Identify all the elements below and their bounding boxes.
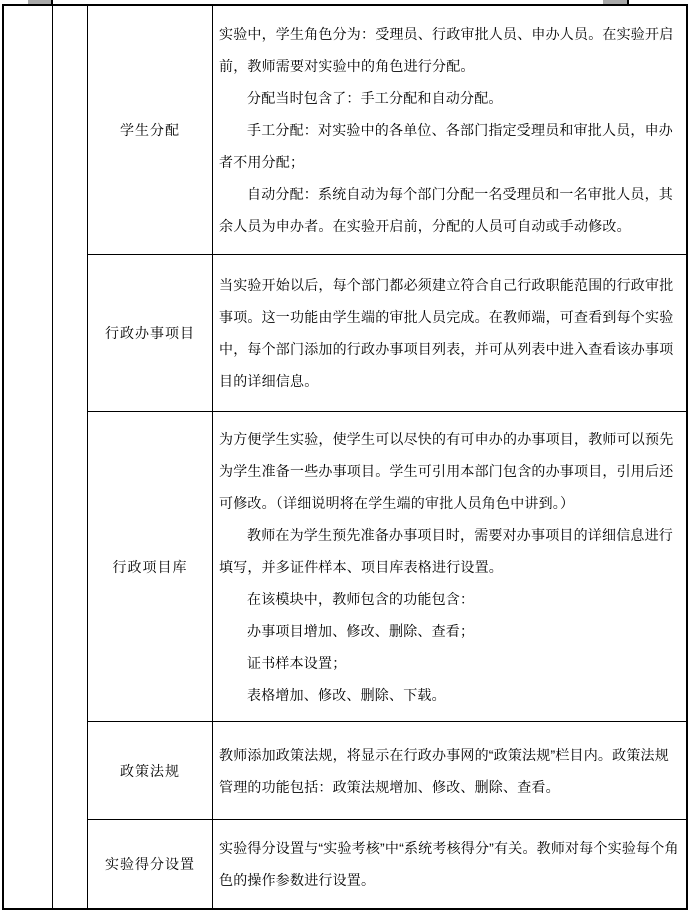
document-table xyxy=(2,4,688,910)
row-text-admin-affairs-project xyxy=(212,254,686,411)
row-label-text: 学生分配 xyxy=(120,122,180,138)
paragraph: 表格增加、修改、删除、下载。 xyxy=(247,686,446,703)
paragraph: 手工分配：对实验中的各单位、各部门指定受理员和审批人员，申办者不用分配； xyxy=(219,122,673,170)
paragraph: 分配当时包含了：手工分配和自动分配。 xyxy=(247,90,503,106)
row-label-admin-affairs-project xyxy=(87,254,212,411)
paragraph: 当实验开始以后，每个部门都必须建立符合自己行政职能范围的行政审批事项。这一功能由学生端的审批人员完成。在教师端，可查看到每个实验中，每个部门添加的行政办事项目列表，并可从列表中进入查看该办事项目的详细信息。 xyxy=(219,277,674,389)
row-label-text: 行政办事项目 xyxy=(105,325,195,341)
row-label-text: 行政项目库 xyxy=(112,558,188,575)
row-text-experiment-score-setting xyxy=(212,819,686,908)
row-label-student-allocation xyxy=(87,6,212,254)
paragraph: 证书样本设置； xyxy=(247,654,347,671)
row-label-admin-project-library xyxy=(87,411,212,721)
paragraph: 教师添加政策法规，将显示在行政办事网的“政策法规”栏目内。政策法规管理的功能包括：政策法规增加、修改、删除、查看。 xyxy=(219,746,669,795)
paragraph: 在该模块中，教师包含的功能包含： xyxy=(247,590,475,607)
row-text-student-allocation xyxy=(212,6,686,254)
paragraph: 自动分配：系统自动为每个部门分配一名受理员和一名审批人员，其余人员为申办者。在实验开启前，分配的人员可自动或手动修改。 xyxy=(219,186,673,234)
row-label-text: 实验得分设置 xyxy=(105,856,195,872)
row-text-policies-regulations xyxy=(212,721,686,819)
row-text-admin-project-library xyxy=(212,411,686,721)
paragraph: 教师在为学生预先准备办事项目时，需要对办事项目的详细信息进行填写，并多证件样本、项目库表格进行设置。 xyxy=(219,526,673,575)
paragraph: 为方便学生实验，使学生可以尽快的有可申办的办事项目，教师可以预先为学生准备一些办事项目。学生可引用本部门包含的办事项目，引用后还可修改。（详细说明将在学生端的审批人员角色中讲到。） xyxy=(219,430,674,511)
row-label-text: 政策法规 xyxy=(120,762,180,779)
paragraph: 实验得分设置与“实验考核”中“系统考核得分”有关。教师对每个实验每个角色的操作参数进行设置。 xyxy=(219,840,679,888)
empty-column-1 xyxy=(4,6,52,908)
row-label-experiment-score-setting xyxy=(87,819,212,908)
paragraph: 实验中，学生角色分为：受理员、行政审批人员、申办人员。在实验开启前，教师需要对实验中的角色进行分配。 xyxy=(219,26,674,74)
row-label-policies-regulations xyxy=(87,721,212,819)
paragraph: 办事项目增加、修改、删除、查看； xyxy=(247,622,475,639)
empty-column-2 xyxy=(52,6,87,908)
